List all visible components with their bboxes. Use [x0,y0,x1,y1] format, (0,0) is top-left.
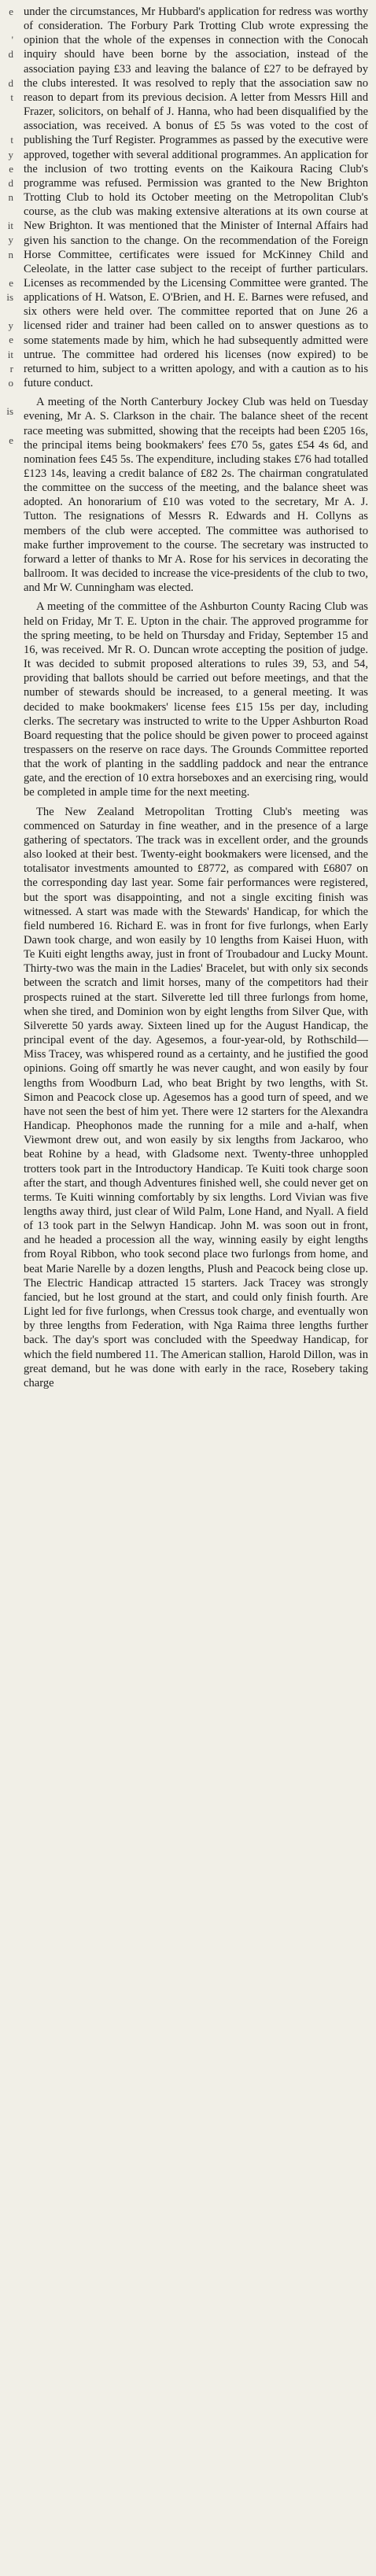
edge-fragment: is [6,291,13,303]
edge-fragment: e [9,162,13,175]
adjacent-column-edge-fragments [0,0,16,2576]
edge-fragment: n [8,190,13,203]
edge-fragment: e [9,334,13,346]
edge-fragment: d [8,76,13,89]
edge-fragment: y [8,234,13,246]
paragraph-metropolitan-trotting-club-meeting: The New Zealand Metropolitan Trotting Club's meeting was commenced on Saturday in fine weather, and in the presence of a large gathering of spectators. The track was in excellent order, and the grounds also looked at their best. Twenty-eight bookmakers were licensed, and the totalisator investments amounted to £8772, as compared with £6807 on the corresponding day last year. Some fair performances were registered, but the sport was disappointing, and not a single exciting finish was witnessed. A start was made with the Stewards' Handicap, for which the field numbered 16. Richard E. was in front for five furlongs, when Early Dawn took charge, and won easily by 10 lengths from Kaisei Huon, with Te Kuiti eight lengths away, just in front of Troubadour and Lucky Mount. Thirty-two was the main in the Ladies' Bracelet, but with only six seconds between the scratch and limit horses, many of the competitors had their prospects ruined at the start. Silverette led till three furlongs from home, when she tired, and Dominion won by eight lengths from Silver Que, with Silverette 50 yards away. Sixteen lined up for the August Handicap, the principal event of the day. Agesemos, a four-year-old, by Rothschild—Miss Tracey, was whispered round as a certainty, and he justified the good opinions. Going off smartly he was never caught, and won easily by four lengths from Woodburn Lad, who beat Bright by two lengths, with St. Simon and Peacock close up. Agesemos has a good turn of speed, and we have not seen the best of him yet. There were 12 starters for the Alexandra Handicap. Pheophonos made the running for a mile and a-half, when Viewmont drew out, and won easily by six lengths from Jackaroo, who beat Rohine by a head, with Gladsome next. Twenty-three unhoppled trotters took part in the Introductory Handicap. Te Kuiti took charge soon after the start, and though Adventures finished well, she could never get on terms. Te Kuiti winning comfortably by six lengths. Lord Vivian was five lengths away third, just clear of Wild Palm, Lone Hand, and Nyall. A field of 13 took part in the Selwyn Handicap. John M. was soon out in front, and he headed a procession all the way, winning easily by eight lengths from Royal Ribbon, who took second place two furlongs from home, and beat Marie Narelle by a dozen lengths, Plush and Peacock being close up. The Electric Handicap attracted 15 starters. Jack Tracey was strongly fancied, but he lost ground at the start, and could only finish fourth. Are Light led for five furlongs, when Cressus took charge, and eventually won by three lengths from Federation, with Nga Raima three lengths further back. The day's sport was concluded with the Speedway Handicap, for which the field numbered 11. The American stallion, Harold Dillon, was in great demand, but he was done with early in the race, Rosebery taking charge [24,805,368,1389]
edge-fragment: t [10,90,13,103]
edge-fragment: is [6,405,13,418]
edge-fragment: y [8,319,13,332]
edge-fragment: e [9,434,13,446]
edge-fragment: d [8,176,13,189]
edge-fragment: y [8,148,13,161]
edge-fragment: ' [11,34,13,46]
edge-fragment: n [8,248,13,260]
edge-fragment: d [8,48,13,61]
paragraph-trotting-association: under the circumstances, Mr Hubbard's application for redress was worthy of consideration. The Forbury Park Trotting Club wrote expressing the opinion that the whole of the expenses in connection with the Conocah inquiry should have been borne by the association, instead of the association paying £33 and leaving the balance of £27 to be defrayed by the clubs interested. It was resolved to reply that the association saw no reason to depart from its previous decision. A letter from Messrs Hill and Frazer, solicitors, on behalf of J. Hanna, who had been disqualified by the association, was received. A bonus of £5 5s was voted to the cost of publishing the Turf Register. Programmes as passed by the executive were approved, together with several additional programmes. An application for the inclusion of two trotting events on the Kaikoura Racing Club's programme was refused. Permission was granted to the New Brighton Trotting Club to hold its October meeting on the Metropolitan Club's course, as the club was making extensive alterations at its own course at New Brighton. It was mentioned that the Minister of Internal Affairs had given his sanction to the change. On the recommendation of the Foreign Horse Committee, certificates were issued for McKinney Child and Celeolate, in the latter case subject to the receipt of further particulars. Licenses as recommended by the Licensing Committee were granted. The applications of H. Watson, E. O'Brien, and H. E. Barnes were refused, and six others were held over. The committee reported that on June 26 a licensed rider and trainer had been called on to answer questions as to some statements made by him, which he had subsequently admitted were untrue. The committee had ordered his licenses (now expired) to be returned to him, subject to a written apology, and with a caution as to his future conduct. [24,6,368,390]
edge-fragment: e [9,276,13,289]
paragraph-ashburton-county-racing-club: A meeting of the committee of the Ashburton County Racing Club was held on Friday, Mr T. E. Upton in the chair. The approved programme for the spring meeting, to be held on Thursday and Friday, September 15 and 16, was received. Mr R. O. Duncan wrote accepting the position of judge. It was decided to submit proposed alterations to rules 39, 53, and 54, providing that ballots should be carried out before meetings, and that the number of stewards should be increased, to a general meeting. It was decided to make bookmakers' license fees £15 15s per day, including clerks. The secretary was instructed to write to the Upper Ashburton Road Board requesting that the police should be given power to proceed against trespassers on the reserve on race days. The Grounds Committee reported that the work of planting in the saddling paddock and near the entrance gate, and the erection of 10 extra horseboxes and an exercising ring, would be completed in ample time for the next meeting. [24,600,368,799]
edge-fragment: o [8,376,13,389]
edge-fragment: e [9,6,13,17]
edge-fragment: t [10,134,13,146]
edge-fragment: it [7,348,13,360]
edge-fragment: it [7,220,13,232]
paragraph-north-canterbury-jockey-club: A meeting of the North Canterbury Jockey Club was held on Tuesday evening, Mr A. S. Clarkson in the chair. The balance sheet of the recent race meeting was submitted, showing that the receipts had been £205 16s, the principal items being bookmakers' fees £70 5s, gates £54 4s 6d, and nomination fees £45 5s. The expenditure, including stakes £76 had totalled £123 14s, leaving a credit balance of £82 2s. The chairman congratulated the committee on the success of the meeting, and the balance sheet was adopted. An honorarium of £10 was voted to the secretary, Mr A. J. Tutton. The resignations of Messrs R. Edwards and H. Collyns as members of the club were accepted. The committee was authorised to make further improvement to the course. The secretary was instructed to forward a letter of thanks to Mr A. Rose for his services in decorating the ballroom. It was decided to increase the vice-presidents of the club to two, and Mr W. Cunningham was elected. [24,396,368,595]
edge-fragment: r [9,362,13,375]
